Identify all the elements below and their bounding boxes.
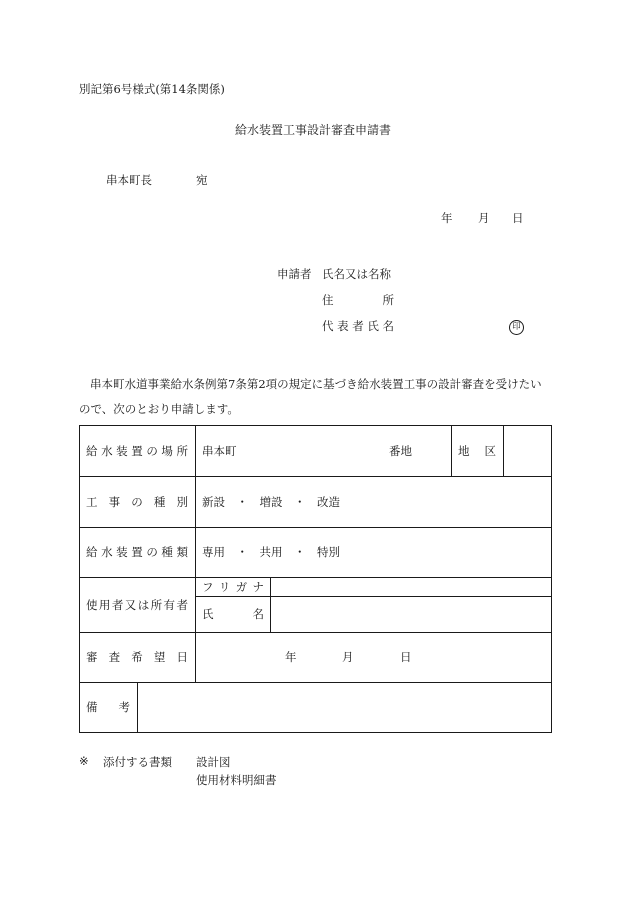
desired-date-month: 月 bbox=[342, 650, 354, 664]
remarks-label: 備 考 bbox=[86, 700, 130, 714]
location-town: 串本町 bbox=[202, 443, 237, 458]
attachment-item: 使用材料明細書 bbox=[196, 773, 277, 787]
construction-type-options[interactable]: 新設 ・ 増設 ・ 改造 bbox=[202, 494, 340, 509]
date-year-label: 年 bbox=[441, 211, 453, 225]
desired-date-day: 日 bbox=[400, 650, 412, 664]
body-text-line-2: ので、次のとおり申請します。 bbox=[79, 402, 239, 416]
user-owner-label: 使 用 者 又 は 所 有 者 bbox=[86, 597, 188, 612]
applicant-label: 申請者 bbox=[277, 267, 312, 281]
applicant-representative-label: 代 表 者 氏 名 bbox=[322, 319, 394, 333]
user-name-field[interactable] bbox=[271, 597, 551, 632]
remarks-field[interactable] bbox=[138, 683, 551, 732]
district-label: 地 区 bbox=[458, 443, 496, 458]
desired-date-year: 年 bbox=[285, 650, 297, 664]
form-number: 別記第6号様式(第14条関係) bbox=[79, 82, 225, 96]
attachments-label: 添付する書類 bbox=[103, 755, 172, 769]
applicant-address-label: 住 所 bbox=[322, 293, 394, 307]
user-name-label: 氏 名 bbox=[202, 607, 264, 621]
attachment-item: 設計図 bbox=[196, 755, 231, 769]
attachment-mark: ※ bbox=[79, 754, 89, 768]
furigana-field[interactable] bbox=[271, 578, 551, 596]
addressee-suffix: 宛 bbox=[196, 173, 208, 187]
construction-type-label: 工 事 の 種 別 bbox=[86, 494, 188, 509]
addressee-name: 串本町長 bbox=[106, 173, 152, 187]
page-title: 給水装置工事設計審査申請書 bbox=[235, 123, 392, 137]
location-label: 給 水 装 置 の 場 所 bbox=[86, 443, 188, 458]
applicant-name-label: 氏名又は名称 bbox=[322, 267, 391, 281]
date-month-label: 月 bbox=[478, 211, 490, 225]
location-banchi: 番地 bbox=[389, 443, 412, 458]
district-field[interactable] bbox=[504, 426, 551, 476]
date-day-label: 日 bbox=[512, 211, 524, 225]
seal-mark: 印 bbox=[509, 320, 524, 335]
furigana-label: フ リ ガ ナ bbox=[202, 579, 264, 594]
device-type-label: 給 水 装 置 の 種 類 bbox=[86, 545, 188, 559]
device-type-options[interactable]: 専用 ・ 共用 ・ 特別 bbox=[202, 545, 340, 559]
desired-date-label: 審 査 希 望 日 bbox=[86, 650, 188, 664]
body-text-line-1: 串本町水道事業給水条例第7条第2項の規定に基づき給水装置工事の設計審査を受けたい bbox=[90, 377, 542, 391]
